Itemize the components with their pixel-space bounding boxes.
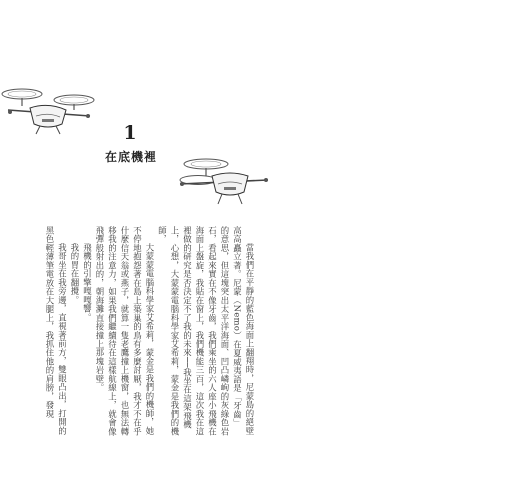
chapter-body-text: [44, 226, 257, 436]
paragraph: 我哥坐在我旁邊，直視著前方，雙眼凸出，打開的黑色輕薄筆電放在大腿上，我抓住他的肩膀，發現: [45, 226, 68, 436]
paragraph: 飛機的引擎嘎嘎響。: [82, 242, 93, 322]
drone-icon: [0, 86, 96, 146]
drone-icon: [176, 154, 272, 214]
paragraph: 大蒙蒙電腦科學家艾希莉，蒙金是我們的機師，她不停地抱怨著在島上築巢的鳥有多麼討厭，我才不在乎什麼信天翁或燕子，就算一隻老鷹撞上機窗，也無法轉移我的注意力，如果我們繼續待在這樣航線上，就會像飛彈般射出的，朝海灘直接撞上那塊岩壁。: [95, 226, 155, 436]
paragraph: 我的胃在翻攪。: [70, 242, 80, 304]
paragraph: 當我們在平靜的藍色海面上翻翔時，尼蒙島的絕壁高高矗立著。尼蒙（Nemo）在夏威夷語是「牙齒」的意思，但這塊突出太平洋海面、凹凸嶙峋的灰綠色岩石，看起來實在不像牙齒，我們乘坐的六人座小飛機在海面上盤旋，我貼在窗上，我們機能三百，這次我在這裡做的研究是否決定不了我的未來──我坐在這架飛機上，心想，大蒙蒙電腦科學家艾希莉，蒙金是我們的機師，: [157, 226, 255, 436]
chapter-number: 1: [123, 122, 137, 144]
chapter-title: 在底機裡: [104, 150, 157, 164]
